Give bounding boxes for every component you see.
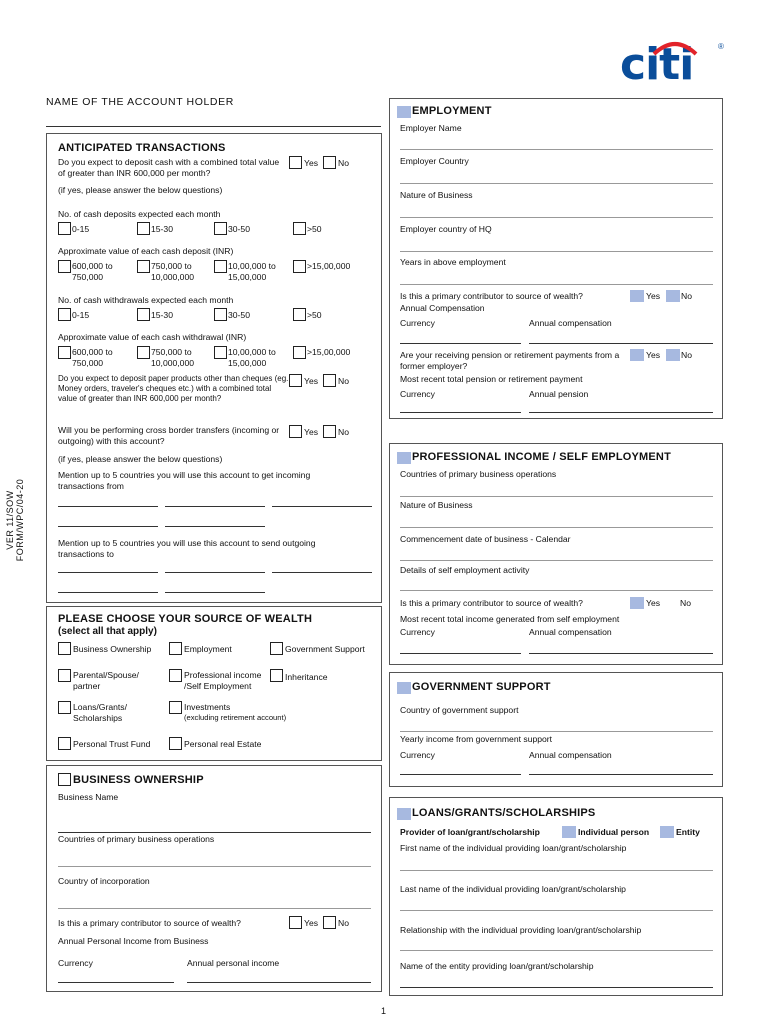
loans-grants-checkbox[interactable] — [58, 701, 71, 714]
loans-checkbox-marker[interactable] — [397, 808, 411, 820]
employer-country-label: Employer Country — [400, 156, 469, 166]
professional-primary-yes-checkbox[interactable] — [630, 597, 644, 609]
incoming-country-1-line[interactable] — [58, 506, 158, 507]
individual-person-checkbox[interactable] — [562, 826, 576, 838]
withdrawals-0-15-checkbox[interactable] — [58, 308, 71, 321]
deposit-cash-yes-checkbox[interactable] — [289, 156, 302, 169]
option-label: Business Ownership — [73, 644, 152, 654]
no-label: No — [338, 427, 349, 437]
incoming-country-4-line[interactable] — [58, 526, 158, 527]
page-number: 1 — [381, 1006, 387, 1016]
business-currency-line[interactable] — [58, 982, 174, 983]
option-label: Government Support — [285, 644, 365, 654]
countries-line[interactable] — [400, 496, 713, 497]
primary-contributor-question: Is this a primary contributor to source of wealth? — [58, 918, 241, 928]
yes-label: Yes — [304, 158, 319, 168]
currency-label: Currency — [400, 318, 435, 328]
individual-person-label: Individual person — [578, 827, 650, 837]
annual-income-label: Annual Personal Income from Business — [58, 936, 209, 946]
option-label: 750,000 to 10,000,000 — [151, 347, 195, 368]
if-yes-note: (if yes, please answer the below questions) — [58, 185, 223, 195]
option-note: (excluding retirement account) — [184, 713, 287, 722]
professional-income-section — [389, 443, 723, 665]
years-label: Years in above employment — [400, 257, 506, 267]
incorporation-label: Country of incorporation — [58, 876, 150, 886]
employment-checkbox-marker[interactable] — [397, 106, 411, 118]
provider-label: Provider of loan/grant/scholarship — [400, 827, 540, 837]
employment-primary-yes-checkbox[interactable] — [630, 290, 644, 302]
value-10l-15l-checkbox[interactable] — [214, 260, 227, 273]
incoming-country-2-line[interactable] — [165, 506, 265, 507]
citi-logo — [620, 39, 725, 90]
recent-income-label: Most recent total income generated from self employment — [400, 614, 620, 624]
cross-border-question: Will you be performing cross border transfers (incoming or outgoing) with this account? — [58, 425, 280, 446]
government-compensation-line[interactable] — [529, 774, 713, 775]
nature-business-line[interactable] — [400, 527, 713, 528]
last-name-line[interactable] — [400, 910, 713, 911]
yes-label: Yes — [304, 376, 319, 386]
paper-no-checkbox[interactable] — [323, 374, 336, 387]
outgoing-country-4-line[interactable] — [58, 592, 158, 593]
employer-country-line[interactable] — [400, 183, 713, 184]
country-support-label: Country of government support — [400, 705, 519, 715]
professional-currency-line[interactable] — [400, 653, 521, 654]
deposit-cash-no-checkbox[interactable] — [323, 156, 336, 169]
option-label: 15-30 — [151, 224, 173, 234]
wvalue-750k-10m-checkbox[interactable] — [137, 346, 150, 359]
pension-yes-checkbox[interactable] — [630, 349, 644, 361]
withdrawals-15-30-checkbox[interactable] — [137, 308, 150, 321]
business-primary-yes-checkbox[interactable] — [289, 916, 302, 929]
option-label: Personal real Estate — [184, 739, 262, 749]
professional-checkbox-marker[interactable] — [397, 452, 411, 464]
withdrawals-over-50-checkbox[interactable] — [293, 308, 306, 321]
pension-question: Are your receiving pension or retirement payments from a former employer? — [400, 350, 620, 371]
last-name-label: Last name of the individual providing loan/grant/scholarship — [400, 884, 626, 894]
countries-label: Countries of primary business operations — [400, 469, 557, 479]
currency-label: Currency — [400, 627, 435, 637]
value-deposit-label: Approximate value of each cash deposit (INR) — [58, 246, 234, 256]
business-ownership-section — [46, 765, 382, 992]
inheritance-checkbox[interactable] — [270, 669, 283, 682]
employer-name-label: Employer Name — [400, 123, 462, 133]
outgoing-country-5-line[interactable] — [165, 592, 265, 593]
form-version-code: VER 11/SOW FORM/WPC/04-20 — [5, 478, 25, 562]
business-name-label: Business Name — [58, 792, 119, 802]
no-label: No — [338, 918, 349, 928]
source-of-wealth-section — [46, 606, 382, 761]
entity-name-line[interactable] — [400, 987, 713, 988]
annual-pension-label: Annual pension — [529, 389, 589, 399]
business-ownership-section-checkbox[interactable] — [58, 773, 71, 786]
currency-label: Currency — [58, 958, 93, 968]
yes-label: Yes — [304, 918, 319, 928]
deposits-30-50-checkbox[interactable] — [214, 222, 227, 235]
country-support-line[interactable] — [400, 731, 713, 732]
option-label: Investments — [184, 702, 231, 712]
government-support-checkbox[interactable] — [270, 642, 283, 655]
business-annual-income-line[interactable] — [187, 982, 371, 983]
annual-compensation-label: Annual compensation — [529, 627, 612, 637]
logo-arc-icon — [650, 38, 700, 58]
value-withdrawal-label: Approximate value of each cash withdrawal (INR) — [58, 332, 247, 342]
option-label: >15,00,000 — [307, 261, 351, 271]
option-label: >50 — [307, 224, 322, 234]
if-yes-note-2: (if yes, please answer the below questions) — [58, 454, 223, 464]
no-label: No — [338, 158, 349, 168]
pension-no-checkbox[interactable] — [666, 349, 680, 361]
paper-yes-checkbox[interactable] — [289, 374, 302, 387]
employment-primary-no-checkbox[interactable] — [666, 290, 680, 302]
commencement-label: Commencement date of business - Calendar — [400, 534, 571, 544]
withdrawals-30-50-checkbox[interactable] — [214, 308, 227, 321]
account-holder-input-line[interactable] — [46, 126, 381, 127]
option-label: 10,00,000 to 15,00,000 — [228, 261, 276, 282]
business-primary-no-checkbox[interactable] — [323, 916, 336, 929]
business-countries-line[interactable] — [58, 866, 371, 867]
option-label: 750,000 to 10,000,000 — [151, 261, 195, 282]
deposit-cash-question: Do you expect to deposit cash with a combined total value of greater than INR 600,000 per month? — [58, 157, 280, 178]
incoming-country-3-line[interactable] — [272, 506, 372, 507]
outgoing-country-1-line[interactable] — [58, 572, 158, 573]
years-line[interactable] — [400, 284, 713, 285]
section-title: PROFESSIONAL INCOME / SELF EMPLOYMENT — [412, 451, 671, 463]
currency-label: Currency — [400, 389, 435, 399]
currency-label: Currency — [400, 750, 435, 760]
employer-hq-line[interactable] — [400, 251, 713, 252]
option-label: 0-15 — [72, 310, 90, 320]
government-currency-line[interactable] — [400, 774, 521, 775]
employer-name-line[interactable] — [400, 149, 713, 150]
option-label: 30-50 — [228, 310, 250, 320]
num-deposits-label: No. of cash deposits expected each month — [58, 209, 221, 219]
annual-compensation-label: Annual compensation — [529, 750, 612, 760]
incoming-country-5-line[interactable] — [165, 526, 265, 527]
pension-amount-line[interactable] — [529, 412, 713, 413]
employment-compensation-line[interactable] — [529, 343, 713, 344]
employment-currency-line[interactable] — [400, 343, 521, 344]
no-label: No — [681, 291, 692, 301]
outgoing-countries-label: Mention up to 5 countries you will use this account to send outgoing transactions to — [58, 538, 316, 559]
deposits-0-15-checkbox[interactable] — [58, 222, 71, 235]
outgoing-country-2-line[interactable] — [165, 572, 265, 573]
professional-income-checkbox[interactable] — [169, 669, 182, 682]
pension-currency-line[interactable] — [400, 412, 521, 413]
first-name-line[interactable] — [400, 870, 713, 871]
government-checkbox-marker[interactable] — [397, 682, 411, 694]
logo-text: citi — [620, 39, 694, 90]
wvalue-10l-15l-checkbox[interactable] — [214, 346, 227, 359]
employment-checkbox[interactable] — [169, 642, 182, 655]
option-label: 30-50 — [228, 224, 250, 234]
yes-label: Yes — [646, 291, 661, 301]
option-label: 0-15 — [72, 224, 90, 234]
section-title: LOANS/GRANTS/SCHOLARSHIPS — [412, 807, 596, 819]
option-label: 600,000 to 750,000 — [72, 261, 113, 282]
value-600k-750k-checkbox[interactable] — [58, 260, 71, 273]
entity-name-label: Name of the entity providing loan/grant/scholarship — [400, 961, 594, 971]
registered-mark: ® — [718, 42, 724, 51]
anticipated-transactions-section — [46, 133, 382, 603]
first-name-label: First name of the individual providing loan/grant/scholarship — [400, 843, 627, 853]
option-label: Loans/Grants/ Scholarships — [73, 702, 127, 723]
option-label: Employment — [184, 644, 232, 654]
option-label: Inheritance — [285, 672, 328, 682]
section-title: ANTICIPATED TRANSACTIONS — [58, 142, 226, 154]
real-estate-checkbox[interactable] — [169, 737, 182, 750]
section-title: PLEASE CHOOSE YOUR SOURCE OF WEALTH — [58, 613, 313, 625]
option-label: Personal Trust Fund — [73, 739, 151, 749]
option-label: Professional income /Self Employment — [184, 670, 262, 691]
section-title: GOVERNMENT SUPPORT — [412, 681, 551, 693]
section-subtitle: (select all that apply) — [58, 626, 157, 637]
entity-checkbox[interactable] — [660, 826, 674, 838]
deposits-over-50-checkbox[interactable] — [293, 222, 306, 235]
option-label: Parental/Spouse/ partner — [73, 670, 139, 691]
wvalue-over-15l-checkbox[interactable] — [293, 346, 306, 359]
yes-label: Yes — [304, 427, 319, 437]
deposits-15-30-checkbox[interactable] — [137, 222, 150, 235]
yes-label: Yes — [646, 350, 661, 360]
pension-recent-label: Most recent total pension or retirement payment — [400, 374, 583, 384]
personal-trust-checkbox[interactable] — [58, 737, 71, 750]
section-title: BUSINESS OWNERSHIP — [73, 774, 204, 786]
nature-business-label: Nature of Business — [400, 190, 473, 200]
commencement-line[interactable] — [400, 560, 713, 561]
annual-personal-income-label: Annual personal income — [187, 958, 280, 968]
annual-compensation-label: Annual compensation — [529, 318, 612, 328]
relationship-line[interactable] — [400, 950, 713, 951]
business-name-line[interactable] — [58, 832, 371, 833]
nature-business-line[interactable] — [400, 217, 713, 218]
yearly-income-label: Yearly income from government support — [400, 734, 553, 744]
option-label: >50 — [307, 310, 322, 320]
incorporation-line[interactable] — [58, 908, 371, 909]
loans-grants-section — [389, 797, 723, 996]
no-label: No — [680, 598, 691, 608]
wvalue-600k-750k-checkbox[interactable] — [58, 346, 71, 359]
incoming-countries-label: Mention up to 5 countries you will use this account to get incoming transactions from — [58, 470, 311, 491]
yes-label: Yes — [646, 598, 661, 608]
professional-compensation-line[interactable] — [529, 653, 713, 654]
primary-contributor-question: Is this a primary contributor to source of wealth? — [400, 291, 583, 301]
option-label: 600,000 to 750,000 — [72, 347, 113, 368]
num-withdrawals-label: No. of cash withdrawals expected each month — [58, 295, 234, 305]
no-label: No — [681, 350, 692, 360]
employment-section — [389, 98, 723, 419]
details-label: Details of self employment activity — [400, 565, 530, 575]
value-over-15l-checkbox[interactable] — [293, 260, 306, 273]
details-line[interactable] — [400, 590, 713, 591]
investments-checkbox[interactable] — [169, 701, 182, 714]
business-ownership-checkbox[interactable] — [58, 642, 71, 655]
nature-business-label: Nature of Business — [400, 500, 473, 510]
option-label: 15-30 — [151, 310, 173, 320]
account-holder-label: NAME OF THE ACCOUNT HOLDER — [46, 96, 234, 108]
annual-compensation-heading: Annual Compensation — [400, 303, 485, 313]
outgoing-country-3-line[interactable] — [272, 572, 372, 573]
option-label: 10,00,000 to 15,00,000 — [228, 347, 276, 368]
value-750k-10m-checkbox[interactable] — [137, 260, 150, 273]
parental-checkbox[interactable] — [58, 669, 71, 682]
primary-contributor-question: Is this a primary contributor to source of wealth? — [400, 598, 583, 608]
paper-products-question: Do you expect to deposit paper products other than cheques (eg. Money orders, traveler's cheques etc.) with a combined total value of greater than INR 600,000 per month? — [58, 374, 289, 403]
entity-label: Entity — [676, 827, 700, 837]
no-label: No — [338, 376, 349, 386]
government-support-section — [389, 672, 723, 787]
business-countries-label: Countries of primary business operations — [58, 834, 215, 844]
option-label: >15,00,000 — [307, 347, 351, 357]
cross-border-yes-checkbox[interactable] — [289, 425, 302, 438]
section-title: EMPLOYMENT — [412, 105, 492, 117]
cross-border-no-checkbox[interactable] — [323, 425, 336, 438]
employer-hq-label: Employer country of HQ — [400, 224, 492, 234]
relationship-label: Relationship with the individual providing loan/grant/scholarship — [400, 925, 642, 935]
